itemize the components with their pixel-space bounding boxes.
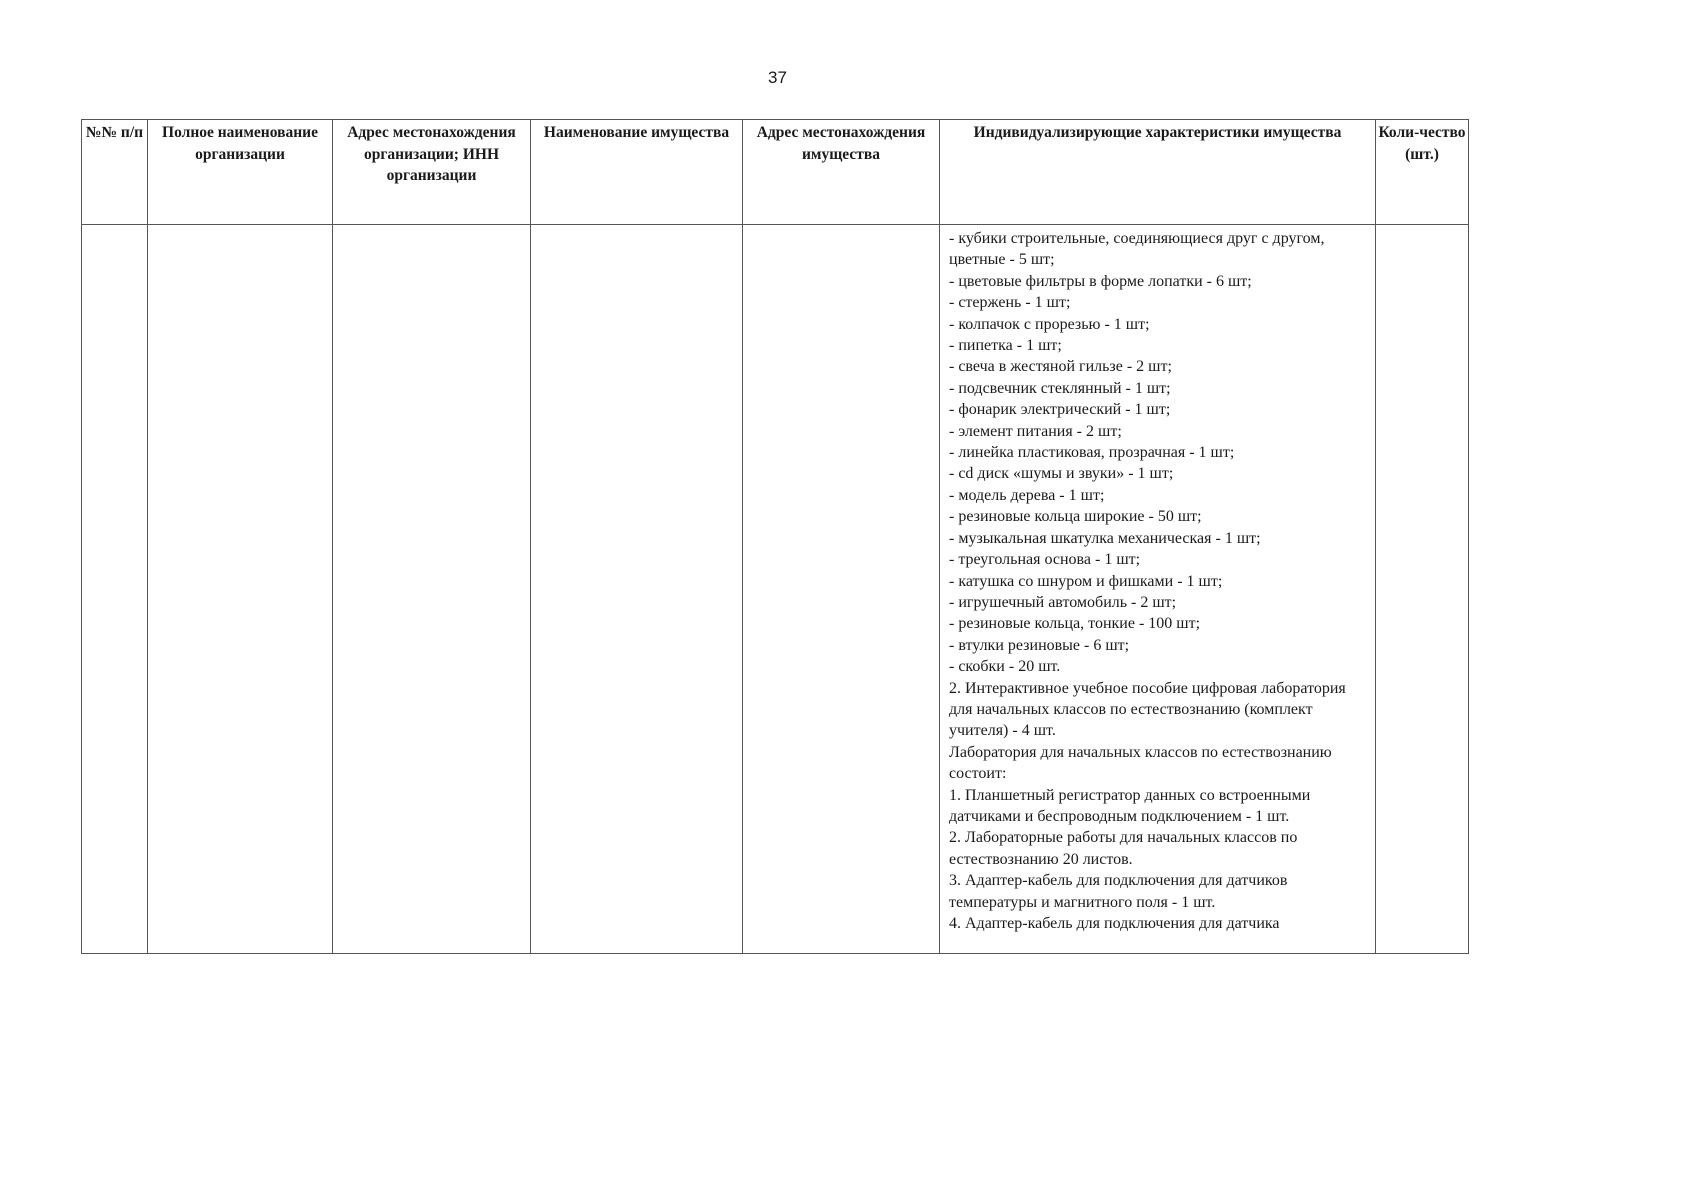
cell-org-name xyxy=(148,225,333,954)
list-item: - скобки - 20 шт. xyxy=(949,658,1061,676)
list-item: - цветовые фильтры в форме лопатки - 6 шт; xyxy=(949,272,1252,290)
list-item: - музыкальная шкатулка механическая - 1 шт; xyxy=(949,529,1261,547)
list-item: - свеча в жестяной гильзе - 2 шт; xyxy=(949,358,1172,376)
header-property-name: Наименование имущества xyxy=(531,120,743,225)
cell-quantity xyxy=(1376,225,1469,954)
list-item: - колпачок с прорезью - 1 шт; xyxy=(949,315,1150,333)
list-item: - кубики строительные, соединяющиеся друг с другом, цветные - 5 шт; xyxy=(949,230,1325,269)
table-header-row xyxy=(82,120,1469,225)
list-item: - модель дерева - 1 шт; xyxy=(949,486,1105,504)
list-item: - элемент питания - 2 шт; xyxy=(949,422,1122,440)
table-row xyxy=(82,225,1469,954)
page-number: 37 xyxy=(768,68,787,87)
list-item: - резиновые кольца, тонкие - 100 шт; xyxy=(949,615,1201,633)
list-item: - фонарик электрический - 1 шт; xyxy=(949,401,1171,419)
header-property-address: Адрес местонахождения имущества xyxy=(743,120,940,225)
list-item: 4. Адаптер-кабель для подключения для датчика xyxy=(949,915,1280,932)
cell-property-name xyxy=(531,225,743,954)
characteristics-list xyxy=(940,225,1375,953)
cell-property-address xyxy=(743,225,940,954)
cell-num xyxy=(82,225,148,954)
list-item: 2. Лабораторные работы для начальных классов по естествознанию 20 листов. xyxy=(949,829,1298,868)
cell-characteristics xyxy=(940,225,1376,954)
list-item: 2. Интерактивное учебное пособие цифровая лаборатория для начальных классов по естествознанию (комплект учителя) - 4 шт. xyxy=(949,679,1346,740)
header-characteristics: Индивидуализирующие характеристики имущества xyxy=(940,120,1376,225)
cell-org-address xyxy=(333,225,531,954)
list-item: - подсвечник стеклянный - 1 шт; xyxy=(949,379,1171,397)
list-item: 1. Планшетный регистратор данных со встроенными датчиками и беспроводным подключением - 1 шт. xyxy=(949,786,1311,825)
list-item: - стержень - 1 шт; xyxy=(949,294,1071,312)
list-item: - резиновые кольца широкие - 50 шт; xyxy=(949,508,1202,526)
list-item: Лаборатория для начальных классов по естествознанию состоит: xyxy=(949,743,1332,783)
list-item: - линейка пластиковая, прозрачная - 1 шт; xyxy=(949,444,1235,462)
list-item: - катушка со шнуром и фишками - 1 шт; xyxy=(949,572,1223,590)
header-org-address: Адрес местонахождения организации; ИНН организации xyxy=(333,120,531,225)
list-item: 3. Адаптер-кабель для подключения для датчиков температуры и магнитного поля - 1 шт. xyxy=(949,872,1288,911)
list-item: - треугольная основа - 1 шт; xyxy=(949,551,1141,569)
header-org-name: Полное наименование организации xyxy=(148,120,333,225)
header-quantity: Коли-чество (шт.) xyxy=(1376,120,1469,225)
list-item: - игрушечный автомобиль - 2 шт; xyxy=(949,593,1177,611)
list-item: - cd диск «шумы и звуки» - 1 шт; xyxy=(949,465,1174,483)
list-item: - пипетка - 1 шт; xyxy=(949,337,1062,355)
header-num: №№ п/п xyxy=(82,120,148,225)
property-table xyxy=(81,119,1469,954)
list-item: - втулки резиновые - 6 шт; xyxy=(949,636,1130,654)
